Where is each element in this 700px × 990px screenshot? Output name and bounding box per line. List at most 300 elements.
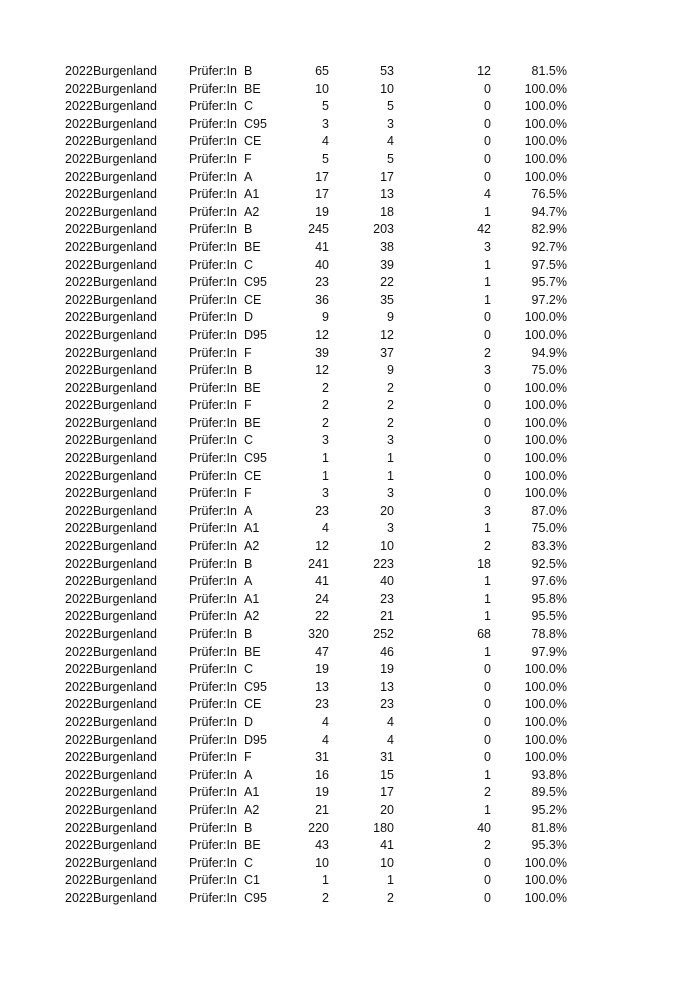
failed-count-cell: 0 — [484, 855, 491, 870]
pass-rate-cell: 100.0% — [524, 714, 567, 729]
pass-rate-cell: 97.2% — [531, 292, 567, 307]
passed-count-cell: 9 — [387, 363, 394, 378]
year-cell: 2022 — [65, 187, 93, 202]
year-cell: 2022 — [65, 327, 93, 342]
table-row — [0, 186, 700, 204]
role-cell: Prüfer:In — [189, 222, 237, 237]
role-cell: Prüfer:In — [189, 486, 237, 501]
license-class-cell: C — [244, 99, 254, 114]
license-class-cell: A1 — [244, 591, 260, 606]
passed-count-cell: 53 — [380, 64, 394, 78]
total-count-cell: 2 — [322, 415, 329, 430]
failed-count-cell: 0 — [484, 327, 491, 342]
failed-count-cell: 3 — [484, 503, 491, 518]
role-cell: Prüfer:In — [189, 890, 237, 905]
role-cell: Prüfer:In — [189, 873, 237, 888]
failed-count-cell: 0 — [484, 750, 491, 765]
pass-rate-cell: 100.0% — [524, 662, 567, 677]
failed-count-cell: 0 — [484, 134, 491, 149]
pass-rate-cell: 89.5% — [531, 785, 567, 800]
year-cell: 2022 — [65, 345, 93, 360]
license-class-cell: A2 — [244, 204, 260, 219]
role-cell: Prüfer:In — [189, 521, 237, 536]
license-class-cell: BE — [244, 81, 261, 96]
table-row — [0, 432, 700, 450]
region-cell: Burgenland — [93, 363, 157, 378]
license-class-cell: C — [244, 855, 254, 870]
role-cell: Prüfer:In — [189, 609, 237, 624]
license-class-cell: BE — [244, 239, 261, 254]
failed-count-cell: 0 — [484, 398, 491, 413]
license-class-cell: D95 — [244, 327, 267, 342]
table-row — [0, 732, 700, 750]
role-cell: Prüfer:In — [189, 838, 237, 853]
total-count-cell: 4 — [322, 714, 329, 729]
passed-count-cell: 203 — [373, 222, 394, 237]
role-cell: Prüfer:In — [189, 503, 237, 518]
passed-count-cell: 19 — [380, 662, 394, 677]
role-cell: Prüfer:In — [189, 398, 237, 413]
region-cell: Burgenland — [93, 169, 157, 184]
region-cell: Burgenland — [93, 345, 157, 360]
pass-rate-cell: 100.0% — [524, 151, 567, 166]
pass-rate-cell: 95.7% — [531, 275, 567, 290]
pass-rate-cell: 100.0% — [524, 433, 567, 448]
pass-rate-cell: 100.0% — [524, 116, 567, 131]
region-cell: Burgenland — [93, 785, 157, 800]
role-cell: Prüfer:In — [189, 99, 237, 114]
passed-count-cell: 180 — [373, 820, 394, 835]
role-cell: Prüfer:In — [189, 363, 237, 378]
role-cell: Prüfer:In — [189, 327, 237, 342]
license-class-cell: C95 — [244, 116, 267, 131]
year-cell: 2022 — [65, 451, 93, 466]
pass-rate-cell: 100.0% — [524, 855, 567, 870]
table-row — [0, 116, 700, 134]
pass-rate-cell: 81.8% — [531, 820, 567, 835]
failed-count-cell: 0 — [484, 890, 491, 905]
role-cell: Prüfer:In — [189, 187, 237, 202]
year-cell: 2022 — [65, 257, 93, 272]
pass-rate-cell: 100.0% — [524, 169, 567, 184]
failed-count-cell: 1 — [484, 275, 491, 290]
table-row — [0, 397, 700, 415]
license-class-cell: B — [244, 64, 253, 78]
region-cell: Burgenland — [93, 750, 157, 765]
passed-count-cell: 37 — [380, 345, 394, 360]
role-cell: Prüfer:In — [189, 802, 237, 817]
role-cell: Prüfer:In — [189, 767, 237, 782]
role-cell: Prüfer:In — [189, 239, 237, 254]
pass-rate-cell: 100.0% — [524, 134, 567, 149]
total-count-cell: 17 — [315, 187, 329, 202]
year-cell: 2022 — [65, 802, 93, 817]
license-class-cell: A — [244, 574, 253, 589]
year-cell: 2022 — [65, 398, 93, 413]
year-cell: 2022 — [65, 591, 93, 606]
passed-count-cell: 31 — [380, 750, 394, 765]
table-row — [0, 696, 700, 714]
passed-count-cell: 15 — [380, 767, 394, 782]
role-cell: Prüfer:In — [189, 732, 237, 747]
total-count-cell: 4 — [322, 134, 329, 149]
total-count-cell: 13 — [315, 679, 329, 694]
pass-rate-cell: 94.7% — [531, 204, 567, 219]
pass-rate-cell: 100.0% — [524, 310, 567, 325]
role-cell: Prüfer:In — [189, 556, 237, 571]
role-cell: Prüfer:In — [189, 451, 237, 466]
table-row — [0, 520, 700, 538]
role-cell: Prüfer:In — [189, 697, 237, 712]
region-cell: Burgenland — [93, 327, 157, 342]
table-row — [0, 556, 700, 574]
pass-rate-cell: 94.9% — [531, 345, 567, 360]
license-class-cell: A2 — [244, 609, 260, 624]
passed-count-cell: 4 — [387, 134, 394, 149]
failed-count-cell: 1 — [484, 802, 491, 817]
table-row — [0, 239, 700, 257]
region-cell: Burgenland — [93, 134, 157, 149]
region-cell: Burgenland — [93, 451, 157, 466]
failed-count-cell: 1 — [484, 609, 491, 624]
table-row — [0, 204, 700, 222]
year-cell: 2022 — [65, 363, 93, 378]
passed-count-cell: 20 — [380, 503, 394, 518]
year-cell: 2022 — [65, 415, 93, 430]
passed-count-cell: 41 — [380, 838, 394, 853]
passed-count-cell: 46 — [380, 644, 394, 659]
passed-count-cell: 10 — [380, 855, 394, 870]
table-row — [0, 327, 700, 345]
role-cell: Prüfer:In — [189, 151, 237, 166]
region-cell: Burgenland — [93, 574, 157, 589]
role-cell: Prüfer:In — [189, 415, 237, 430]
region-cell: Burgenland — [93, 99, 157, 114]
passed-count-cell: 2 — [387, 380, 394, 395]
passed-count-cell: 2 — [387, 415, 394, 430]
failed-count-cell: 0 — [484, 662, 491, 677]
role-cell: Prüfer:In — [189, 574, 237, 589]
license-class-cell: C1 — [244, 873, 260, 888]
license-class-cell: D — [244, 310, 254, 325]
table-row — [0, 626, 700, 644]
passed-count-cell: 23 — [380, 697, 394, 712]
year-cell: 2022 — [65, 873, 93, 888]
table-row — [0, 679, 700, 697]
failed-count-cell: 0 — [484, 697, 491, 712]
total-count-cell: 24 — [315, 591, 329, 606]
year-cell: 2022 — [65, 644, 93, 659]
region-cell: Burgenland — [93, 64, 157, 78]
table-row — [0, 661, 700, 679]
total-count-cell: 3 — [322, 486, 329, 501]
failed-count-cell: 1 — [484, 257, 491, 272]
failed-count-cell: 1 — [484, 644, 491, 659]
table-row — [0, 274, 700, 292]
pass-rate-cell: 81.5% — [531, 64, 567, 78]
year-cell: 2022 — [65, 310, 93, 325]
role-cell: Prüfer:In — [189, 820, 237, 835]
license-class-cell: BE — [244, 380, 261, 395]
pass-rate-cell: 100.0% — [524, 415, 567, 430]
license-class-cell: BE — [244, 838, 261, 853]
region-cell: Burgenland — [93, 503, 157, 518]
pass-rate-cell: 97.6% — [531, 574, 567, 589]
total-count-cell: 17 — [315, 169, 329, 184]
region-cell: Burgenland — [93, 468, 157, 483]
passed-count-cell: 13 — [380, 187, 394, 202]
total-count-cell: 241 — [308, 556, 329, 571]
pass-rate-cell: 100.0% — [524, 99, 567, 114]
pass-rate-cell: 100.0% — [524, 398, 567, 413]
total-count-cell: 1 — [322, 873, 329, 888]
table-row — [0, 837, 700, 855]
license-class-cell: BE — [244, 644, 261, 659]
region-cell: Burgenland — [93, 591, 157, 606]
passed-count-cell: 2 — [387, 398, 394, 413]
region-cell: Burgenland — [93, 820, 157, 835]
license-class-cell: F — [244, 398, 252, 413]
year-cell: 2022 — [65, 574, 93, 589]
region-cell: Burgenland — [93, 81, 157, 96]
passed-count-cell: 13 — [380, 679, 394, 694]
failed-count-cell: 3 — [484, 363, 491, 378]
table-row — [0, 503, 700, 521]
total-count-cell: 12 — [315, 539, 329, 554]
license-class-cell: C95 — [244, 679, 267, 694]
table-row — [0, 257, 700, 275]
region-cell: Burgenland — [93, 257, 157, 272]
passed-count-cell: 23 — [380, 591, 394, 606]
pass-rate-cell: 82.9% — [531, 222, 567, 237]
year-cell: 2022 — [65, 890, 93, 905]
year-cell: 2022 — [65, 222, 93, 237]
region-cell: Burgenland — [93, 732, 157, 747]
pass-rate-cell: 95.3% — [531, 838, 567, 853]
year-cell: 2022 — [65, 714, 93, 729]
license-class-cell: A — [244, 767, 253, 782]
passed-count-cell: 17 — [380, 169, 394, 184]
failed-count-cell: 4 — [484, 187, 491, 202]
failed-count-cell: 0 — [484, 99, 491, 114]
total-count-cell: 10 — [315, 81, 329, 96]
table-row — [0, 802, 700, 820]
year-cell: 2022 — [65, 64, 93, 78]
role-cell: Prüfer:In — [189, 433, 237, 448]
total-count-cell: 47 — [315, 644, 329, 659]
total-count-cell: 320 — [308, 627, 329, 641]
license-class-cell: B — [244, 222, 253, 237]
total-count-cell: 19 — [315, 204, 329, 219]
passed-count-cell: 1 — [387, 451, 394, 466]
total-count-cell: 2 — [322, 398, 329, 413]
pass-rate-cell: 78.8% — [531, 627, 567, 641]
total-count-cell: 1 — [322, 468, 329, 483]
license-class-cell: D — [244, 714, 254, 729]
table-row — [0, 714, 700, 732]
region-cell: Burgenland — [93, 627, 157, 641]
total-count-cell: 2 — [322, 890, 329, 905]
year-cell: 2022 — [65, 767, 93, 782]
table-row — [0, 608, 700, 626]
role-cell: Prüfer:In — [189, 644, 237, 659]
passed-count-cell: 35 — [380, 292, 394, 307]
failed-count-cell: 0 — [484, 679, 491, 694]
total-count-cell: 40 — [315, 257, 329, 272]
failed-count-cell: 1 — [484, 204, 491, 219]
passed-count-cell: 252 — [373, 627, 394, 641]
pass-rate-cell: 100.0% — [524, 451, 567, 466]
failed-count-cell: 2 — [484, 345, 491, 360]
region-cell: Burgenland — [93, 310, 157, 325]
total-count-cell: 41 — [315, 574, 329, 589]
failed-count-cell: 1 — [484, 767, 491, 782]
region-cell: Burgenland — [93, 116, 157, 131]
table-row — [0, 81, 700, 99]
failed-count-cell: 40 — [477, 820, 491, 835]
failed-count-cell: 68 — [477, 627, 491, 641]
license-class-cell: CE — [244, 697, 262, 712]
year-cell: 2022 — [65, 697, 93, 712]
year-cell: 2022 — [65, 785, 93, 800]
year-cell: 2022 — [65, 838, 93, 853]
passed-count-cell: 9 — [387, 310, 394, 325]
year-cell: 2022 — [65, 81, 93, 96]
year-cell: 2022 — [65, 433, 93, 448]
table-row — [0, 538, 700, 556]
license-class-cell: BE — [244, 415, 261, 430]
role-cell: Prüfer:In — [189, 679, 237, 694]
year-cell: 2022 — [65, 99, 93, 114]
role-cell: Prüfer:In — [189, 380, 237, 395]
year-cell: 2022 — [65, 521, 93, 536]
passed-count-cell: 20 — [380, 802, 394, 817]
pass-rate-cell: 75.0% — [531, 363, 567, 378]
failed-count-cell: 0 — [484, 732, 491, 747]
role-cell: Prüfer:In — [189, 257, 237, 272]
year-cell: 2022 — [65, 169, 93, 184]
license-class-cell: F — [244, 151, 252, 166]
passed-count-cell: 40 — [380, 574, 394, 589]
passed-count-cell: 2 — [387, 890, 394, 905]
failed-count-cell: 2 — [484, 785, 491, 800]
role-cell: Prüfer:In — [189, 785, 237, 800]
license-class-cell: C95 — [244, 451, 267, 466]
passed-count-cell: 3 — [387, 521, 394, 536]
total-count-cell: 23 — [315, 503, 329, 518]
pass-rate-cell: 100.0% — [524, 81, 567, 96]
license-class-cell: CE — [244, 468, 262, 483]
license-class-cell: CE — [244, 292, 262, 307]
pass-rate-cell: 97.9% — [531, 644, 567, 659]
pass-rate-cell: 95.5% — [531, 609, 567, 624]
year-cell: 2022 — [65, 116, 93, 131]
role-cell: Prüfer:In — [189, 627, 237, 641]
region-cell: Burgenland — [93, 890, 157, 905]
failed-count-cell: 0 — [484, 433, 491, 448]
license-class-cell: A1 — [244, 187, 260, 202]
passed-count-cell: 3 — [387, 486, 394, 501]
region-cell: Burgenland — [93, 380, 157, 395]
total-count-cell: 36 — [315, 292, 329, 307]
role-cell: Prüfer:In — [189, 591, 237, 606]
region-cell: Burgenland — [93, 609, 157, 624]
role-cell: Prüfer:In — [189, 81, 237, 96]
pass-rate-cell: 100.0% — [524, 468, 567, 483]
role-cell: Prüfer:In — [189, 468, 237, 483]
license-class-cell: A1 — [244, 785, 260, 800]
total-count-cell: 9 — [322, 310, 329, 325]
total-count-cell: 43 — [315, 838, 329, 853]
table-row — [0, 591, 700, 609]
passed-count-cell: 10 — [380, 81, 394, 96]
region-cell: Burgenland — [93, 275, 157, 290]
license-class-cell: A — [244, 169, 253, 184]
failed-count-cell: 2 — [484, 838, 491, 853]
failed-count-cell: 0 — [484, 81, 491, 96]
region-cell: Burgenland — [93, 222, 157, 237]
total-count-cell: 31 — [315, 750, 329, 765]
total-count-cell: 245 — [308, 222, 329, 237]
passed-count-cell: 10 — [380, 539, 394, 554]
passed-count-cell: 5 — [387, 99, 394, 114]
role-cell: Prüfer:In — [189, 64, 237, 78]
table-row — [0, 63, 700, 81]
region-cell: Burgenland — [93, 662, 157, 677]
license-class-cell: C — [244, 662, 254, 677]
total-count-cell: 12 — [315, 363, 329, 378]
year-cell: 2022 — [65, 151, 93, 166]
failed-count-cell: 3 — [484, 239, 491, 254]
total-count-cell: 1 — [322, 451, 329, 466]
region-cell: Burgenland — [93, 697, 157, 712]
table-row — [0, 450, 700, 468]
license-class-cell: A2 — [244, 802, 260, 817]
table-row — [0, 468, 700, 486]
region-cell: Burgenland — [93, 802, 157, 817]
passed-count-cell: 3 — [387, 433, 394, 448]
license-class-cell: D95 — [244, 732, 267, 747]
failed-count-cell: 0 — [484, 310, 491, 325]
failed-count-cell: 0 — [484, 380, 491, 395]
table-row — [0, 784, 700, 802]
year-cell: 2022 — [65, 662, 93, 677]
license-class-cell: B — [244, 627, 253, 641]
table-row — [0, 872, 700, 890]
pass-rate-cell: 100.0% — [524, 750, 567, 765]
passed-count-cell: 3 — [387, 116, 394, 131]
role-cell: Prüfer:In — [189, 116, 237, 131]
table-row — [0, 890, 700, 908]
total-count-cell: 22 — [315, 609, 329, 624]
year-cell: 2022 — [65, 292, 93, 307]
region-cell: Burgenland — [93, 415, 157, 430]
region-cell: Burgenland — [93, 714, 157, 729]
pass-rate-cell: 100.0% — [524, 697, 567, 712]
total-count-cell: 220 — [308, 820, 329, 835]
license-class-cell: C95 — [244, 275, 267, 290]
role-cell: Prüfer:In — [189, 310, 237, 325]
total-count-cell: 23 — [315, 275, 329, 290]
failed-count-cell: 0 — [484, 873, 491, 888]
year-cell: 2022 — [65, 486, 93, 501]
license-class-cell: B — [244, 363, 253, 378]
year-cell: 2022 — [65, 732, 93, 747]
role-cell: Prüfer:In — [189, 539, 237, 554]
pass-rate-cell: 100.0% — [524, 486, 567, 501]
total-count-cell: 12 — [315, 327, 329, 342]
role-cell: Prüfer:In — [189, 292, 237, 307]
